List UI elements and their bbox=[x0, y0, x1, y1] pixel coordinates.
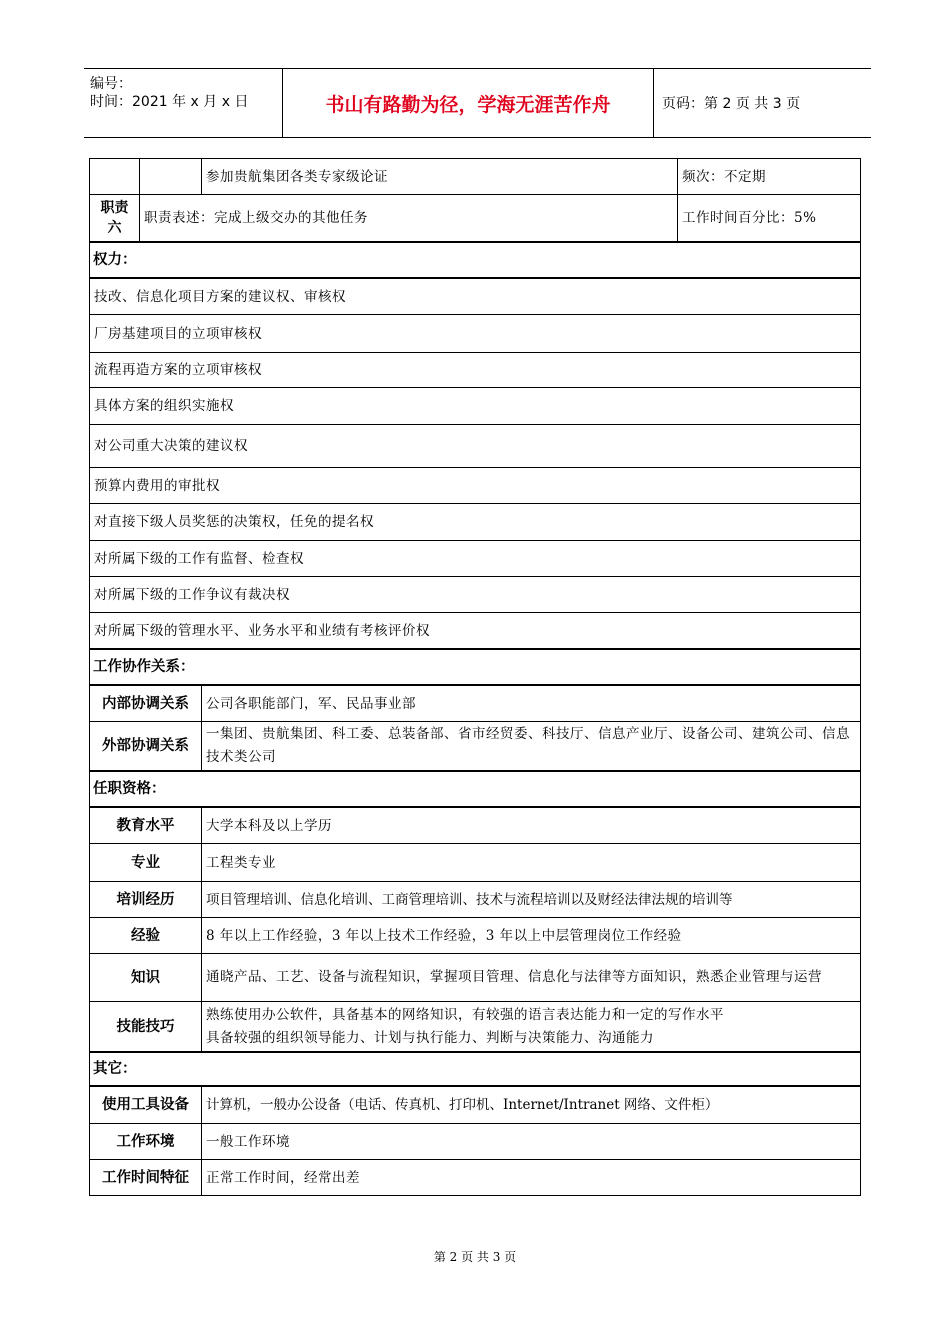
power-item: 对所属下级的工作争议有裁决权 bbox=[89, 577, 861, 613]
internal-relations-row bbox=[89, 686, 861, 722]
duty-six-row bbox=[89, 195, 861, 243]
power-item: 对公司重大决策的建议权 bbox=[89, 425, 861, 468]
skills-line: 熟练使用办公软件，具备基本的网络知识，有较强的语言表达能力和一定的写作水平 bbox=[206, 1006, 724, 1023]
other-row: 工作时间特征 正常工作时间，经常出差 bbox=[89, 1160, 861, 1196]
external-relations-label: 外部协调关系 bbox=[102, 738, 189, 754]
page-footer: 第 2 页 共 3 页 bbox=[433, 1250, 517, 1264]
other-section-title: 其它： bbox=[89, 1053, 861, 1087]
duty-expert-frequency: 频次：不定期 bbox=[677, 159, 860, 194]
duty-six-label: 职责六 bbox=[100, 200, 129, 236]
skills-line: 具备较强的组织领导能力、计划与执行能力、判断与决策能力、沟通能力 bbox=[206, 1029, 654, 1046]
duty-expert-text: 参加贵航集团各类专家级论证 bbox=[201, 159, 677, 194]
internal-relations-label: 内部协调关系 bbox=[102, 695, 189, 712]
qualifications-section-title: 任职资格： bbox=[89, 772, 861, 808]
document-number: 编号： bbox=[90, 76, 132, 92]
internal-relations-text: 公司各职能部门，军、民品事业部 bbox=[201, 686, 860, 721]
power-item: 流程再造方案的立项审核权 bbox=[89, 353, 861, 388]
power-item: 对所属下级的工作有监督、检查权 bbox=[89, 541, 861, 577]
qualification-row: 技能技巧 熟练使用办公软件，具备基本的网络知识，有较强的语言表达能力和一定的写作水平 具备较强的组织领导能力、计划与执行能力、判断与决策能力、沟通能力 bbox=[89, 1002, 861, 1053]
duty-expert-row bbox=[89, 158, 861, 195]
qualification-row: 经验 8 年以上工作经验，3 年以上技术工作经验，3 年以上中层管理岗位工作经验 bbox=[89, 918, 861, 954]
power-item: 技改、信息化项目方案的建议权、审核权 bbox=[89, 279, 861, 315]
power-item: 厂房基建项目的立项审核权 bbox=[89, 315, 861, 353]
page-header bbox=[84, 68, 871, 138]
relations-section-title: 工作协作关系： bbox=[89, 650, 861, 686]
external-relations-row bbox=[89, 722, 861, 772]
powers-section-title: 权力： bbox=[89, 243, 861, 279]
other-row: 使用工具设备 计算机，一般办公设备（电话、传真机、打印机、Internet/Intranet 网络、文件柜） bbox=[89, 1087, 861, 1124]
qualification-row: 专业 工程类专业 bbox=[89, 844, 861, 882]
duty-six-time-pct: 工作时间百分比：5% bbox=[677, 195, 860, 241]
header-meta bbox=[84, 69, 282, 137]
duty-six-text: 职责表述：完成上级交办的其他任务 bbox=[139, 195, 677, 241]
power-item: 对所属下级的管理水平、业务水平和业绩有考核评价权 bbox=[89, 613, 861, 650]
external-relations-text: 一集团、贵航集团、科工委、总装备部、省市经贸委、科技厅、信息产业厅、设备公司、建筑公司、信息技术类公司 bbox=[201, 722, 860, 770]
power-item: 对直接下级人员奖惩的决策权，任免的提名权 bbox=[89, 504, 861, 541]
header-slogan: 书山有路勤为径，学海无涯苦作舟 bbox=[282, 69, 654, 137]
qualification-row: 教育水平 大学本科及以上学历 bbox=[89, 808, 861, 844]
header-page-info: 页码：第 2 页 共 3 页 bbox=[662, 96, 801, 112]
other-row: 工作环境 一般工作环境 bbox=[89, 1124, 861, 1160]
document-date: 时间：2021 年 x 月 x 日 bbox=[90, 94, 249, 110]
qualification-row: 知识 通晓产品、工艺、设备与流程知识，掌握项目管理、信息化与法律等方面知识，熟悉企业管理与运营 bbox=[89, 954, 861, 1002]
power-item: 预算内费用的审批权 bbox=[89, 468, 861, 504]
power-item: 具体方案的组织实施权 bbox=[89, 388, 861, 425]
qualification-row: 培训经历 项目管理培训、信息化培训、工商管理培训、技术与流程培训以及财经法律法规的培训等 bbox=[89, 882, 861, 918]
